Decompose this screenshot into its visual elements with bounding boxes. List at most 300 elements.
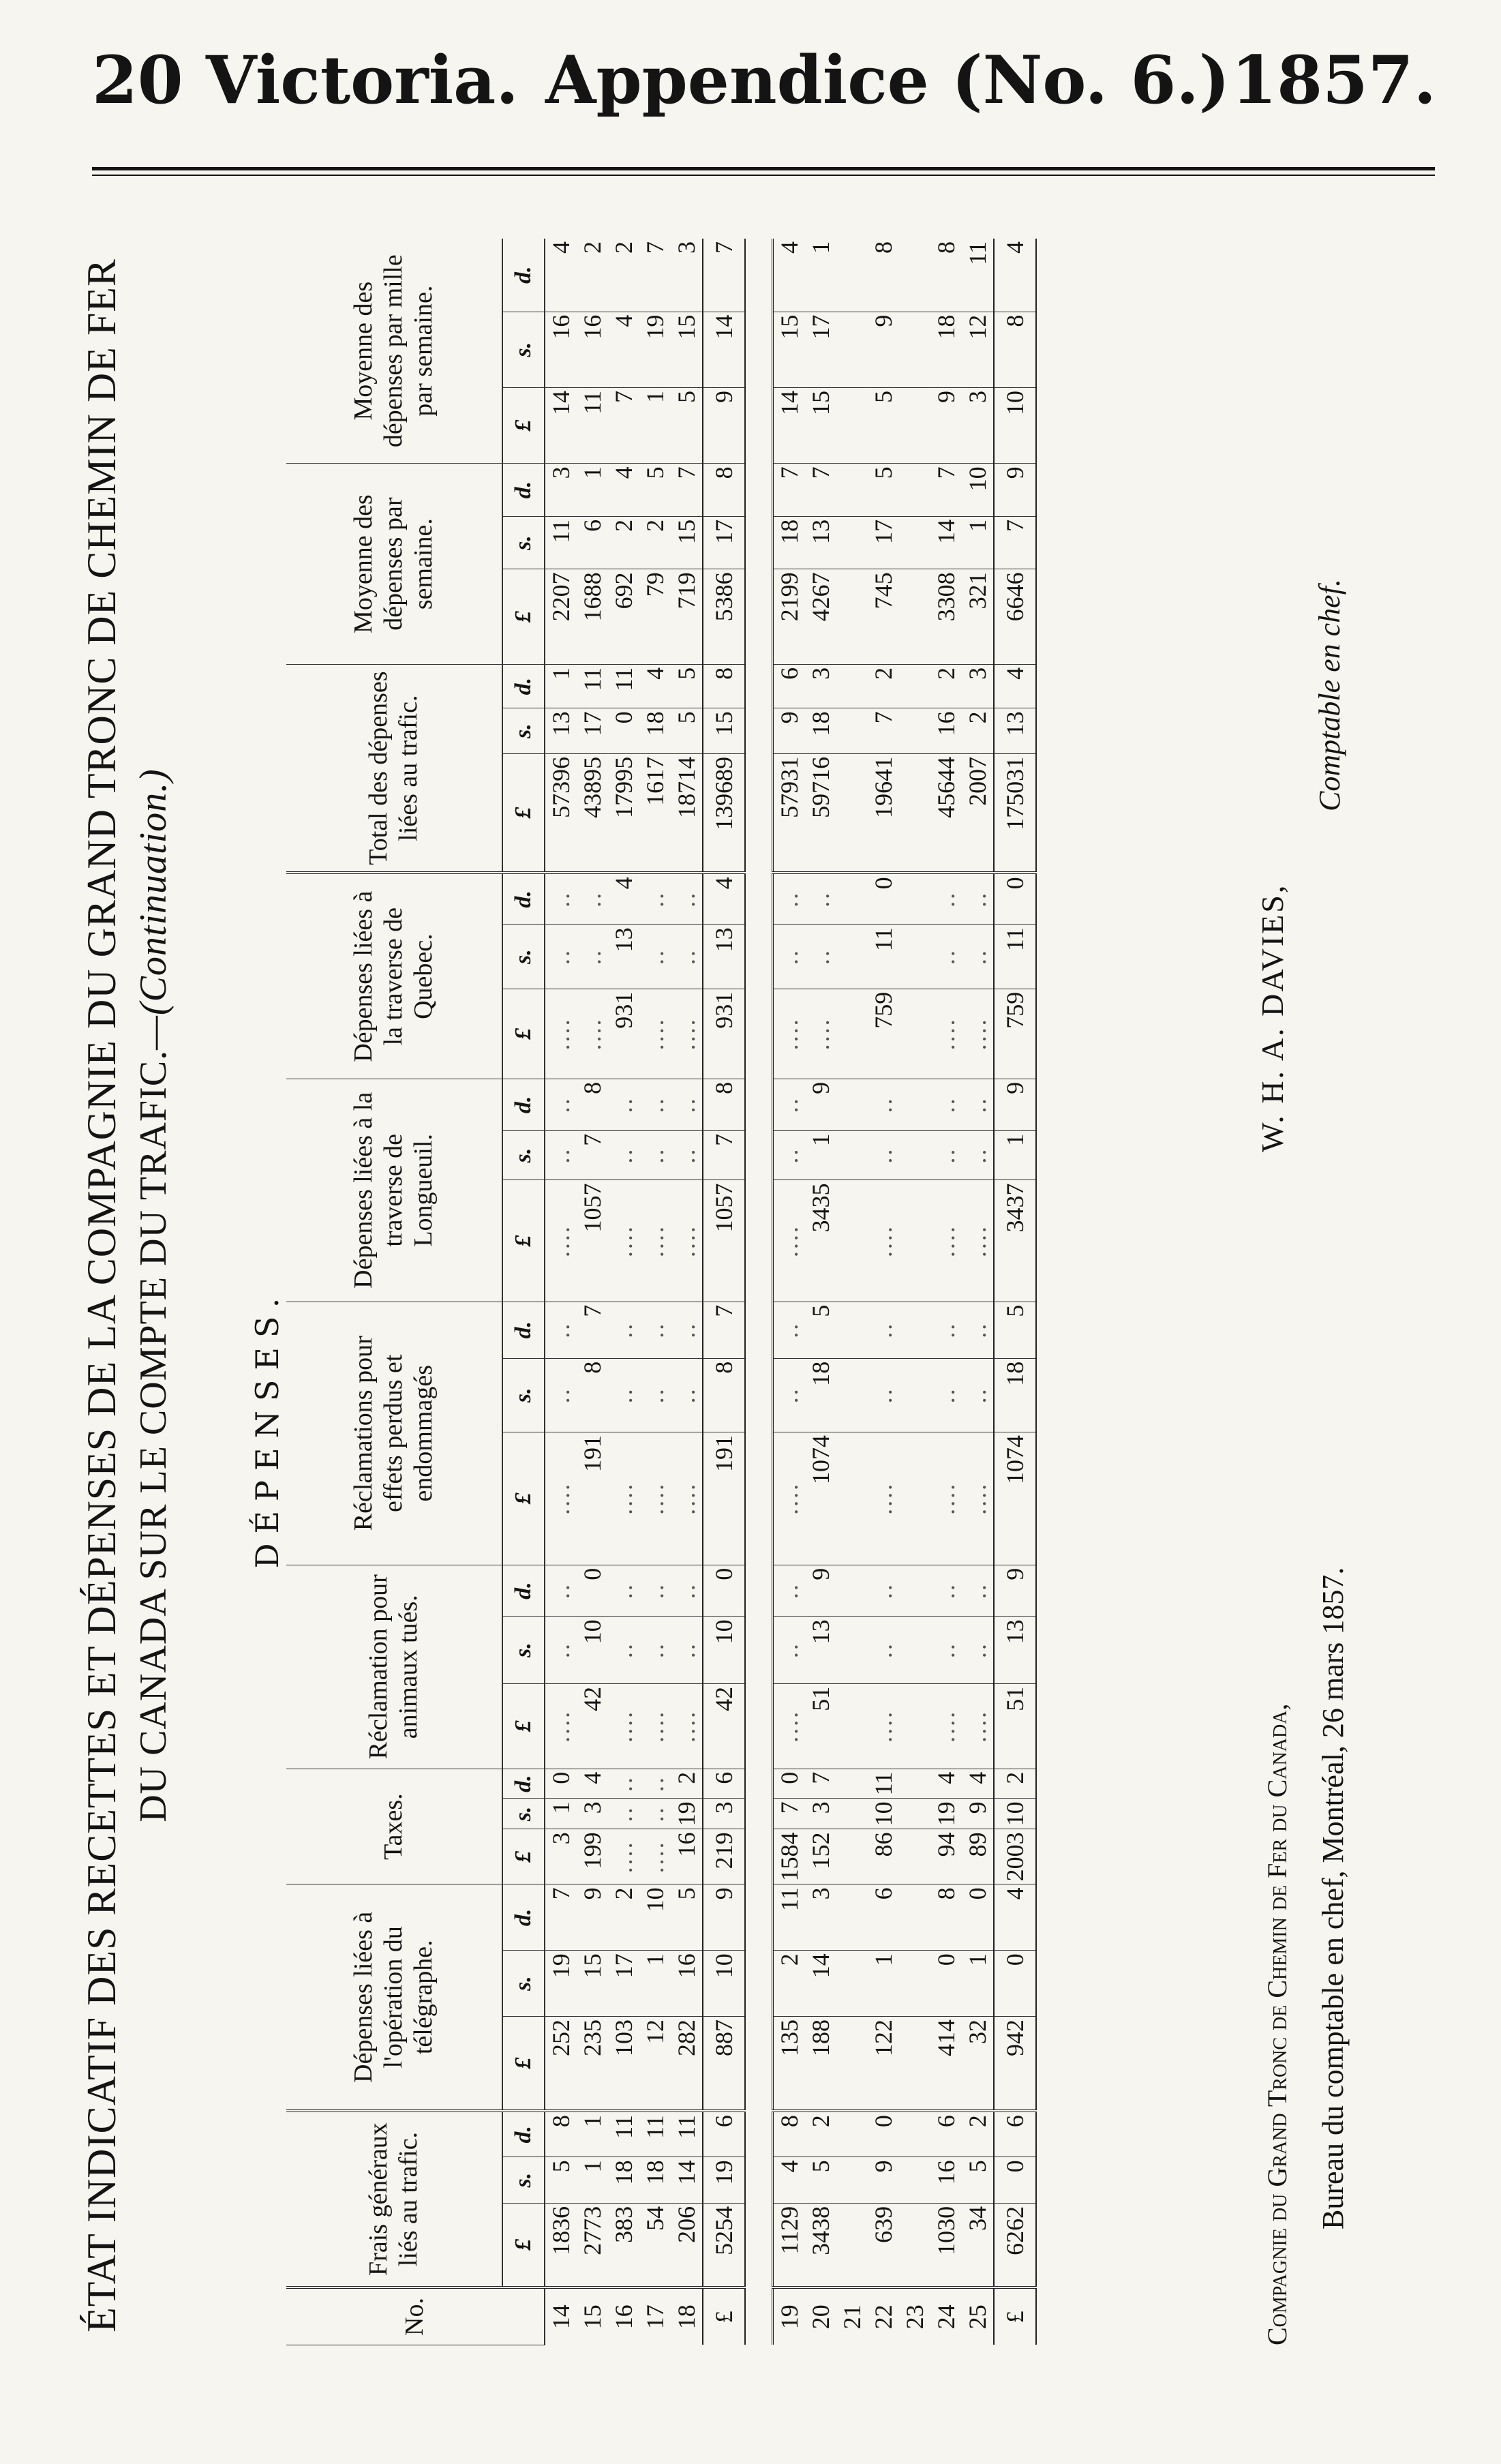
table-cell: 17: [805, 312, 836, 387]
table-cell: 3: [577, 1799, 608, 1829]
table-cell: ....: [773, 1432, 806, 1565]
table-cell: 191: [703, 1432, 745, 1565]
table-cell: 4: [962, 1769, 994, 1799]
table-cell: 6: [703, 2111, 745, 2157]
table-cell: 59716: [805, 753, 836, 873]
table-cell: 17: [608, 1951, 639, 2017]
table-cell: 1: [577, 464, 608, 517]
table-cell: 15: [703, 708, 745, 753]
statement-title-line1: ÉTAT INDICATIF DES RECETTES ET DÉPENSES DE LA COMPAGNIE DU GRAND TRONC DE CHEMIN DE FER: [79, 258, 124, 2332]
row-number: 20: [805, 2287, 836, 2345]
header-column-6: Dépenses liées à la traverse de Longueuil.: [286, 1079, 502, 1302]
table-cell: ..: [639, 873, 671, 925]
table-cell: 12: [962, 312, 994, 387]
table-cell: 0: [994, 873, 1036, 925]
table-cell: 4: [608, 464, 639, 517]
table-cell: 7: [805, 464, 836, 517]
table-cell: ....: [962, 1683, 994, 1769]
table-cell: [836, 387, 868, 463]
table-cell: ..: [773, 925, 806, 989]
table-cell: 8: [930, 1884, 962, 1951]
table-cell: 4: [608, 312, 639, 387]
table-cell: ..: [639, 1769, 671, 1799]
table-cell: 931: [608, 989, 639, 1079]
table-cell: ..: [608, 1617, 639, 1684]
table-cell: 15: [773, 312, 806, 387]
table-cell: 7: [577, 1130, 608, 1180]
table-cell: 4: [994, 239, 1036, 312]
table-cell: 19: [703, 2157, 745, 2203]
table-cell: 11: [608, 664, 639, 708]
table-cell: 931: [703, 989, 745, 1079]
table-cell: ..: [671, 1302, 703, 1358]
statement-title-continuation: —(Continuation.): [132, 768, 175, 1050]
table-cell: ....: [608, 1180, 639, 1302]
table-cell: 54: [639, 2203, 671, 2287]
row-number: 25: [962, 2287, 994, 2345]
table-cell: 1129: [773, 2203, 806, 2287]
table-cell: [836, 464, 868, 517]
table-cell: ....: [868, 1432, 899, 1565]
table-cell: ....: [805, 989, 836, 1079]
table-cell: [836, 1079, 868, 1130]
table-cell: 11: [671, 2111, 703, 2157]
unit-pence: d.: [502, 664, 545, 708]
table-cell: 14: [773, 387, 806, 463]
table-cell: 942: [994, 2016, 1036, 2111]
table-cell: ..: [962, 925, 994, 989]
table-cell: 8: [994, 312, 1036, 387]
table-cell: 11: [962, 239, 994, 312]
table-cell: 4: [545, 239, 577, 312]
table-cell: 11: [577, 664, 608, 708]
table-cell: ..: [545, 1130, 577, 1180]
unit-shillings: s.: [502, 1130, 545, 1180]
table-cell: 3: [545, 1829, 577, 1884]
table-cell: 2773: [577, 2203, 608, 2287]
unit-shillings: s.: [502, 1799, 545, 1829]
table-cell: [836, 708, 868, 753]
table-cell: 3308: [930, 569, 962, 664]
table-cell: 14: [703, 312, 745, 387]
table-cell: [899, 873, 930, 925]
table-cell: 3: [962, 664, 994, 708]
table-cell: ..: [639, 1302, 671, 1358]
row-number: 17: [639, 2287, 671, 2345]
table-cell: 206: [671, 2203, 703, 2287]
table-cell: [899, 516, 930, 569]
table-cell: ....: [545, 1683, 577, 1769]
table-cell: 6: [773, 664, 806, 708]
table-cell: [836, 753, 868, 873]
unit-pounds: £: [502, 1829, 545, 1884]
table-cell: 4: [930, 1769, 962, 1799]
header-year: 1857.: [1231, 42, 1436, 119]
table-cell: 1030: [930, 2203, 962, 2287]
table-cell: 57396: [545, 753, 577, 873]
header-column-4: Réclamation pour animaux tués.: [286, 1565, 502, 1769]
table-cell: 4: [994, 664, 1036, 708]
table-cell: 2: [639, 516, 671, 569]
table-cell: 7: [545, 1884, 577, 1951]
table-cell: 19: [930, 1799, 962, 1829]
table-cell: 0: [994, 1951, 1036, 2017]
table-cell: 6: [868, 1884, 899, 1951]
table-cell: 191: [577, 1432, 608, 1565]
table-cell: 2003: [994, 1829, 1036, 1884]
table-cell: ..: [773, 1617, 806, 1684]
table-cell: ....: [608, 1683, 639, 1769]
table-cell: 0: [608, 708, 639, 753]
total-row-first: [703, 239, 745, 2345]
header-column-1: Frais généraux liés au trafic.: [286, 2111, 502, 2287]
table-cell: 5: [671, 664, 703, 708]
table-cell: 252: [545, 2016, 577, 2111]
table-cell: ..: [671, 1565, 703, 1617]
unit-pence: d.: [502, 1884, 545, 1951]
table-cell: 7: [773, 1799, 806, 1829]
table-cell: 3: [671, 239, 703, 312]
table-cell: 19: [545, 1951, 577, 2017]
table-cell: 1: [639, 1951, 671, 2017]
table-cell: 86: [868, 1829, 899, 1884]
row-number: 24: [930, 2287, 962, 2345]
table-cell: ..: [545, 1079, 577, 1130]
table-cell: [836, 516, 868, 569]
table-cell: 14: [545, 387, 577, 463]
table-cell: 3: [545, 464, 577, 517]
table-row: [671, 239, 703, 2345]
statement-title-line2: [132, 191, 175, 2400]
table-cell: 89: [962, 1829, 994, 1884]
table-cell: 10: [703, 1617, 745, 1684]
unit-shillings: s.: [502, 925, 545, 989]
table-cell: 79: [639, 569, 671, 664]
unit-shillings: s.: [502, 1951, 545, 2017]
table-row: [836, 239, 868, 2345]
table-cell: 1057: [703, 1180, 745, 1302]
table-cell: ..: [930, 925, 962, 989]
table-cell: ..: [671, 1617, 703, 1684]
table-cell: 15: [671, 312, 703, 387]
table-cell: ..: [639, 1130, 671, 1180]
table-cell: [899, 2203, 930, 2287]
table-cell: ..: [671, 873, 703, 925]
table-row: [930, 239, 962, 2345]
table-cell: ....: [608, 1432, 639, 1565]
table-cell: 43895: [577, 753, 608, 873]
table-cell: [899, 464, 930, 517]
table-cell: 139689: [703, 753, 745, 873]
table-row: [545, 239, 577, 2345]
table-cell: 45644: [930, 753, 962, 873]
table-cell: ....: [773, 1180, 806, 1302]
table-cell: ..: [805, 925, 836, 989]
table-cell: 8: [703, 664, 745, 708]
table-cell: 8: [545, 2111, 577, 2157]
table-cell: 9: [994, 1565, 1036, 1617]
table-row: [899, 239, 930, 2345]
unit-shillings: s.: [502, 2157, 545, 2203]
table-cell: [836, 1829, 868, 1884]
table-cell: 5: [671, 708, 703, 753]
table-cell: 13: [994, 1617, 1036, 1684]
table-cell: 0: [962, 1884, 994, 1951]
table-cell: ..: [773, 1302, 806, 1358]
header-rule-thin: [92, 175, 1435, 176]
table-cell: 13: [805, 1617, 836, 1684]
table-cell: ..: [868, 1079, 899, 1130]
table-cell: 9: [805, 1079, 836, 1130]
table-cell: ..: [868, 1358, 899, 1432]
table-cell: ..: [930, 1079, 962, 1130]
table-cell: 759: [994, 989, 1036, 1079]
row-number: 18: [671, 2287, 703, 2345]
table-cell: 152: [805, 1829, 836, 1884]
table-cell: 7: [703, 1302, 745, 1358]
unit-pence: d.: [502, 873, 545, 925]
table-cell: 5: [671, 1884, 703, 1951]
table-cell: [899, 2016, 930, 2111]
table-cell: 11: [868, 925, 899, 989]
table-cell: ....: [671, 1683, 703, 1769]
table-cell: ..: [545, 1565, 577, 1617]
table-cell: 3: [703, 1799, 745, 1829]
table-cell: 745: [868, 569, 899, 664]
table-cell: 1: [545, 664, 577, 708]
table-cell: 199: [577, 1829, 608, 1884]
table-cell: [899, 1302, 930, 1358]
table-cell: ..: [545, 1617, 577, 1684]
row-number: £: [994, 2287, 1036, 2345]
table-cell: 8: [868, 239, 899, 312]
table-cell: 18: [994, 1358, 1036, 1432]
table-cell: [836, 1769, 868, 1799]
table-cell: 18: [805, 1358, 836, 1432]
table-cell: 7: [703, 239, 745, 312]
table-row: [962, 239, 994, 2345]
table-cell: ..: [545, 925, 577, 989]
table-cell: [899, 239, 930, 312]
table-cell: 16: [671, 1951, 703, 2017]
table-cell: [836, 2203, 868, 2287]
table-cell: ..: [930, 1565, 962, 1617]
table-cell: ..: [962, 1565, 994, 1617]
table-cell: ....: [773, 1683, 806, 1769]
unit-pounds: £: [502, 1432, 545, 1565]
table-cell: [899, 1358, 930, 1432]
table-cell: 51: [994, 1683, 1036, 1769]
table-cell: 32: [962, 2016, 994, 2111]
table-cell: ....: [773, 989, 806, 1079]
table-cell: 1057: [577, 1180, 608, 1302]
table-cell: 12: [639, 2016, 671, 2111]
table-cell: 7: [805, 1769, 836, 1799]
unit-pounds: £: [502, 753, 545, 873]
table-cell: ..: [608, 1565, 639, 1617]
table-cell: [899, 1130, 930, 1180]
table-cell: [899, 569, 930, 664]
table-cell: ..: [930, 1358, 962, 1432]
table-cell: 282: [671, 2016, 703, 2111]
row-number: 21: [836, 2287, 868, 2345]
separator-cell: [745, 239, 773, 2345]
table-cell: [836, 989, 868, 1079]
table-cell: ....: [868, 1683, 899, 1769]
table-cell: 11: [773, 1884, 806, 1951]
table-row: [805, 239, 836, 2345]
table-cell: 7: [608, 387, 639, 463]
table-cell: 16: [671, 1829, 703, 1884]
table-cell: ..: [962, 1079, 994, 1130]
section-heading: DÉPENSES.: [249, 1288, 286, 1569]
table-cell: 13: [994, 708, 1036, 753]
header-session: 20 Victoria.: [92, 42, 519, 119]
table-cell: [899, 708, 930, 753]
table-cell: ..: [773, 1079, 806, 1130]
row-number: 23: [899, 2287, 930, 2345]
table-cell: ..: [545, 873, 577, 925]
table-cell: [899, 1180, 930, 1302]
table-body: [545, 239, 1036, 2345]
table-cell: 3: [805, 1884, 836, 1951]
table-cell: 3438: [805, 2203, 836, 2287]
table-cell: [899, 989, 930, 1079]
group-separator: [745, 239, 773, 2345]
table-cell: 5: [994, 1302, 1036, 1358]
table-cell: ..: [671, 1358, 703, 1432]
table-cell: 10: [577, 1617, 608, 1684]
table-cell: ..: [962, 1302, 994, 1358]
table-cell: 10: [994, 1799, 1036, 1829]
table-cell: ..: [805, 873, 836, 925]
table-cell: 13: [608, 925, 639, 989]
table-cell: 9: [868, 312, 899, 387]
unit-pence: d.: [502, 1079, 545, 1130]
table-cell: ....: [608, 1829, 639, 1884]
table-cell: 15: [671, 516, 703, 569]
table-cell: ..: [962, 1358, 994, 1432]
table-cell: 0: [868, 2111, 899, 2157]
table-cell: 51: [805, 1683, 836, 1769]
table-cell: 9: [994, 1079, 1036, 1130]
table-cell: 13: [805, 516, 836, 569]
unit-pounds: £: [502, 1180, 545, 1302]
table-cell: [899, 2157, 930, 2203]
table-cell: [899, 2111, 930, 2157]
table-cell: ..: [773, 873, 806, 925]
table-cell: 16: [930, 2157, 962, 2203]
table-cell: ..: [608, 1358, 639, 1432]
table-cell: 11: [608, 2111, 639, 2157]
unit-pounds: £: [502, 989, 545, 1079]
table-cell: 8: [577, 1079, 608, 1130]
table-cell: 9: [773, 708, 806, 753]
table-cell: 2: [671, 1769, 703, 1799]
table-row: [868, 239, 899, 2345]
unit-pounds: £: [502, 387, 545, 463]
table-cell: 42: [703, 1683, 745, 1769]
table-cell: 1074: [994, 1432, 1036, 1565]
table-cell: ..: [671, 1079, 703, 1130]
table-cell: 8: [703, 1358, 745, 1432]
table-cell: [899, 753, 930, 873]
table-cell: ..: [962, 1130, 994, 1180]
unit-pounds: £: [502, 1683, 545, 1769]
table-cell: 18714: [671, 753, 703, 873]
table-cell: ..: [608, 1302, 639, 1358]
table-cell: ....: [962, 1180, 994, 1302]
table-cell: 1: [962, 1951, 994, 2017]
unit-pounds: £: [502, 2203, 545, 2287]
table-cell: 1: [805, 1130, 836, 1180]
table-cell: 2: [608, 516, 639, 569]
table-cell: ....: [671, 1432, 703, 1565]
table-cell: 10: [868, 1799, 899, 1829]
table-cell: 11: [994, 925, 1036, 989]
table-cell: 1: [994, 1130, 1036, 1180]
table-cell: ....: [639, 1180, 671, 1302]
table-cell: ....: [930, 989, 962, 1079]
table-cell: ..: [608, 1799, 639, 1829]
table-cell: ..: [639, 925, 671, 989]
unit-pounds: £: [502, 569, 545, 664]
table-cell: 1688: [577, 569, 608, 664]
table-row: [639, 239, 671, 2345]
unit-pence: d.: [502, 464, 545, 517]
table-cell: 7: [868, 708, 899, 753]
table-cell: 5386: [703, 569, 745, 664]
table-cell: 17: [703, 516, 745, 569]
table-cell: ..: [671, 925, 703, 989]
table-cell: 9: [703, 1884, 745, 1951]
page-header: [0, 0, 1501, 164]
table-cell: ..: [773, 1358, 806, 1432]
table-row: [608, 239, 639, 2345]
unit-pence: d.: [502, 1769, 545, 1799]
row-number: £: [703, 2287, 745, 2345]
table-cell: [836, 2157, 868, 2203]
table-cell: [899, 1799, 930, 1829]
table-cell: 4: [608, 873, 639, 925]
signature-name: W. H. A. DAVIES,: [1255, 883, 1290, 1152]
table-cell: 3: [805, 664, 836, 708]
header-column-3: Taxes.: [286, 1769, 502, 1884]
table-cell: 9: [577, 1884, 608, 1951]
table-cell: 887: [703, 2016, 745, 2111]
header-column-10: Moyenne des dépenses par mille par semaine.: [286, 239, 502, 464]
table-cell: [899, 1079, 930, 1130]
header-appendix: Appendice (No. 6.): [545, 42, 1230, 119]
table-cell: ..: [608, 1769, 639, 1799]
table-cell: [836, 873, 868, 925]
table-cell: 2: [962, 2111, 994, 2157]
table-cell: 6: [994, 2111, 1036, 2157]
table-cell: 1617: [639, 753, 671, 873]
table-cell: 639: [868, 2203, 899, 2287]
table-cell: ....: [639, 1683, 671, 1769]
row-number: 14: [545, 2287, 577, 2345]
table-cell: 6: [703, 1769, 745, 1799]
table-cell: 10: [703, 1951, 745, 2017]
table-unit-row: [502, 239, 545, 2345]
table-cell: 18: [639, 2157, 671, 2203]
table-cell: ..: [773, 1565, 806, 1617]
table-cell: 692: [608, 569, 639, 664]
table-cell: 7: [639, 239, 671, 312]
table-cell: ....: [868, 1180, 899, 1302]
table-cell: 5: [545, 2157, 577, 2203]
